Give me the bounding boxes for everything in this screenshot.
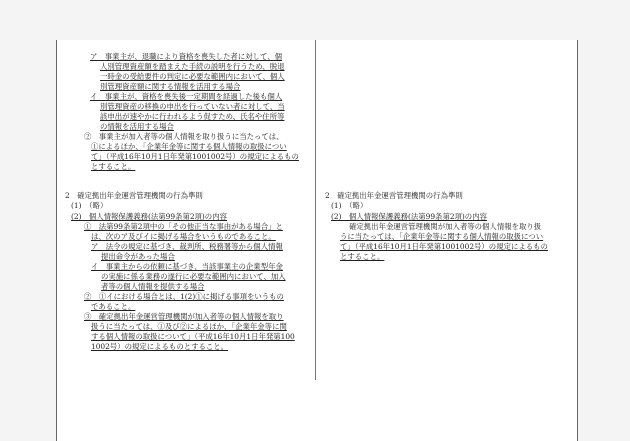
left-bottom-line: の実施に係る業務の遂行に必要な範囲内において、加入	[101, 272, 286, 281]
right-body-line: とすること。	[340, 252, 385, 261]
left-item-2-heading: (2) 個人情報保護義務(法第99条第2項)の内容	[71, 212, 227, 221]
left-bottom-line: イ 事業主からの依頼に基づき、当該事業主の企業型年金	[91, 262, 283, 271]
document-page	[56, 40, 578, 441]
left-bottom-line: 1002号）の規定によるものとすること。	[91, 342, 229, 351]
right-body-line: 確定拠出年金運営管理機関が加入者等の個人情報を取り扱	[349, 222, 542, 231]
left-top-line: イ 事業主が、資格を喪失後一定期間を経過した後も個人	[90, 92, 283, 101]
left-bottom-line: ③ 確定拠出年金運営管理機関が加入者等の個人情報を取り	[84, 312, 284, 321]
left-top-line: 別管理資産額に関する情報を活用する場合	[100, 82, 241, 91]
left-top-line: ア 事業主が、退職により資格を喪失した者に対して、個	[90, 52, 283, 61]
right-section-heading: 2 確定拠出年金運営管理機関の行為準則	[325, 191, 463, 200]
left-top-line: て」（平成16年10月1日年発第1001002号）の規定によるもの	[91, 152, 299, 161]
left-top-line: ② 事業主が加入者等の個人情報を取り扱うに当たっては、	[84, 132, 284, 141]
left-bottom-line: ② ①イにおける場合とは、1(2)①に掲げる事項をいうもの	[84, 292, 284, 301]
left-top-line: の情報を活用する場合	[100, 122, 174, 131]
left-top-line: ①によるほか、「企業年金等に関する個人情報の取扱につい	[91, 142, 287, 151]
left-bottom-line: する個人情報の取扱について」（平成16年10月1日年発第100	[91, 332, 295, 341]
left-bottom-line: は、次のア及びイに掲げる場合をいうものであること。	[91, 232, 276, 241]
left-top-line: とすること。	[91, 162, 136, 171]
right-item-2-heading: (2) 個人情報保護義務(法第99条第2項)の内容	[331, 212, 487, 221]
left-item-1: (1) （略）	[71, 201, 108, 210]
left-bottom-line: 者等の個人情報を提供する場合	[101, 282, 205, 291]
column-divider	[315, 40, 316, 380]
right-body-line: うに当たっては、「企業年金等に関する個人情報の取扱につい	[340, 232, 544, 241]
left-section-heading: 2 確定拠出年金運営管理機関の行為準則	[65, 191, 203, 200]
left-bottom-line: 提出命令があった場合	[101, 252, 175, 261]
left-top-line: 別管理資産の移換の申出を行っていない者に対して、当	[100, 102, 285, 111]
left-bottom-line: であること。	[91, 302, 136, 311]
right-item-1: (1) （略）	[331, 201, 368, 210]
right-body-line: て」（平成16年10月1日年発第1001002号）の規定によるもの	[340, 242, 548, 251]
left-top-line: 人別管理資産額を踏まえた手続の説明を行うため、脱退	[100, 62, 285, 71]
left-bottom-line: ① 法第99条第2項中の「その他正当な事由がある場合」と	[84, 222, 283, 231]
left-top-line: 該申出が速やかに行われるよう促すため、氏名や住所等	[100, 112, 285, 121]
left-bottom-line: ア 法令の規定に基づき、裁判所、税務署等から個人情報	[91, 242, 283, 251]
left-bottom-line: 扱うに当たっては、①及び②によるほか、「企業年金等に関	[91, 322, 287, 331]
left-top-line: 一時金の受給要件の判定に必要な範囲内において、個人	[100, 72, 285, 81]
